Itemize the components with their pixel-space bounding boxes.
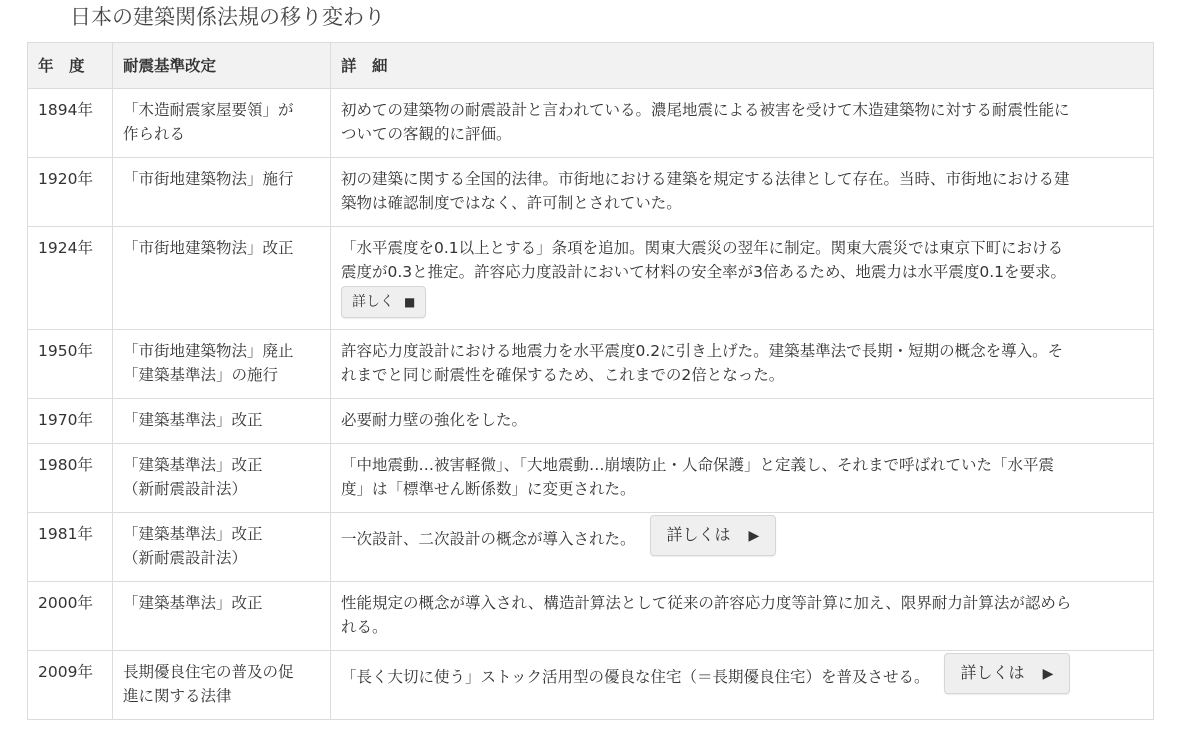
detail-line: 必要耐力壁の強化をした。 bbox=[341, 411, 528, 429]
header-detail: 詳 細 bbox=[331, 43, 1154, 89]
detail-line: 「水平震度を0.1以上とする」条項を追加。関東大震災の翌年に制定。関東大震災では東京下町における bbox=[341, 239, 1064, 257]
detail-cell bbox=[331, 227, 1154, 330]
header-revision: 耐震基準改定 bbox=[113, 43, 331, 89]
details-button[interactable] bbox=[944, 653, 1071, 694]
details-button-label: 詳しく bbox=[352, 294, 394, 310]
year-cell: 1924年 bbox=[28, 227, 113, 330]
detail-cell bbox=[331, 158, 1154, 227]
details-button[interactable] bbox=[650, 515, 777, 556]
table-header-row bbox=[28, 43, 1154, 89]
detail-line: 性能規定の概念が導入され、構造計算法として従来の許容応力度等計算に加え、限界耐力計算法が認めら bbox=[341, 594, 1072, 612]
revision-line: 「建築基準法」改正 bbox=[123, 456, 263, 474]
detail-line: 初の建築に関する全国的法律。市街地における建築を規定する法律として存在。当時、市街地における建 bbox=[341, 170, 1070, 188]
table-row bbox=[28, 444, 1154, 513]
revision-line: 「市街地建築物法」改正 bbox=[123, 239, 294, 257]
year-cell: 1950年 bbox=[28, 330, 113, 399]
revision-line: 「市街地建築物法」施行 bbox=[123, 170, 294, 188]
year-cell: 1981年 bbox=[28, 513, 113, 582]
detail-cell bbox=[331, 444, 1154, 513]
table-row bbox=[28, 158, 1154, 227]
year-cell: 2000年 bbox=[28, 582, 113, 651]
table-row bbox=[28, 89, 1154, 158]
year-cell: 2009年 bbox=[28, 651, 113, 720]
header-year: 年 度 bbox=[28, 43, 113, 89]
detail-cell bbox=[331, 330, 1154, 399]
table-row bbox=[28, 227, 1154, 330]
law-history-table bbox=[27, 42, 1154, 720]
detail-line: れる。 bbox=[341, 618, 388, 636]
detail-cell bbox=[331, 513, 1154, 582]
detail-cell bbox=[331, 651, 1154, 720]
revision-line: 「建築基準法」改正 bbox=[123, 594, 263, 612]
detail-cell bbox=[331, 582, 1154, 651]
details-button-label: 詳しくは bbox=[960, 663, 1025, 682]
year-cell: 1920年 bbox=[28, 158, 113, 227]
detail-line: 震度が0.3と推定。許容応力度設計において材料の安全率が3倍あるため、地震力は水平震度0.1を要求。 bbox=[341, 263, 1067, 281]
detail-cell bbox=[331, 399, 1154, 444]
revision-line: 長期優良住宅の普及の促 bbox=[123, 663, 294, 681]
year-cell: 1980年 bbox=[28, 444, 113, 513]
detail-line: れまでと同じ耐震性を確保するため、これまでの2倍となった。 bbox=[341, 366, 785, 384]
revision-cell bbox=[113, 330, 331, 399]
revision-cell bbox=[113, 444, 331, 513]
revision-line: 作られる bbox=[123, 125, 186, 143]
revision-cell bbox=[113, 651, 331, 720]
revision-cell bbox=[113, 513, 331, 582]
details-button[interactable] bbox=[341, 286, 426, 318]
year-cell: 1894年 bbox=[28, 89, 113, 158]
revision-line: 「木造耐震家屋要領」が bbox=[123, 101, 294, 119]
detail-cell bbox=[331, 89, 1154, 158]
table-row bbox=[28, 513, 1154, 582]
revision-line: 「建築基準法」改正 bbox=[123, 411, 263, 429]
revision-line: （新耐震設計法） bbox=[123, 549, 248, 567]
details-button-label: 詳しくは bbox=[666, 525, 731, 544]
comment-icon: ■ bbox=[404, 295, 416, 309]
play-icon: ▶ bbox=[1042, 666, 1054, 682]
detail-line: 築物は確認制度ではなく、許可制とされていた。 bbox=[341, 194, 682, 212]
revision-line: （新耐震設計法） bbox=[123, 480, 248, 498]
table-row bbox=[28, 399, 1154, 444]
revision-cell bbox=[113, 399, 331, 444]
year-cell: 1970年 bbox=[28, 399, 113, 444]
table-row bbox=[28, 330, 1154, 399]
revision-cell bbox=[113, 89, 331, 158]
detail-line: 「中地震動…被害軽微」、「大地震動…崩壊防止・人命保護」と定義し、それまで呼ばれていた「水平震 bbox=[341, 456, 1055, 474]
revision-line: 進に関する法律 bbox=[123, 687, 232, 705]
detail-line: 初めての建築物の耐震設計と言われている。濃尾地震による被害を受けて木造建築物に対する耐震性能に bbox=[341, 101, 1070, 119]
revision-cell bbox=[113, 227, 331, 330]
detail-line: 「長く大切に使う」ストック活用型の優良な住宅（＝長期優良住宅）を普及させる。 bbox=[341, 668, 930, 686]
revision-line: 「建築基準法」の施行 bbox=[123, 366, 279, 384]
detail-line: ついての客観的に評価。 bbox=[341, 125, 512, 143]
detail-line: 度」は「標準せん断係数」に変更された。 bbox=[341, 480, 636, 498]
table-row bbox=[28, 582, 1154, 651]
detail-line: 一次設計、二次設計の概念が導入された。 bbox=[341, 530, 636, 548]
revision-cell bbox=[113, 582, 331, 651]
detail-line: 許容応力度設計における地震力を水平震度0.2に引き上げた。建築基準法で長期・短期の概念を導入。そ bbox=[341, 342, 1064, 360]
revision-cell bbox=[113, 158, 331, 227]
page-title: 日本の建築関係法規の移り変わり bbox=[70, 5, 385, 29]
revision-line: 「市街地建築物法」廃止 bbox=[123, 342, 294, 360]
play-icon: ▶ bbox=[748, 528, 760, 544]
table-row bbox=[28, 651, 1154, 720]
revision-line: 「建築基準法」改正 bbox=[123, 525, 263, 543]
